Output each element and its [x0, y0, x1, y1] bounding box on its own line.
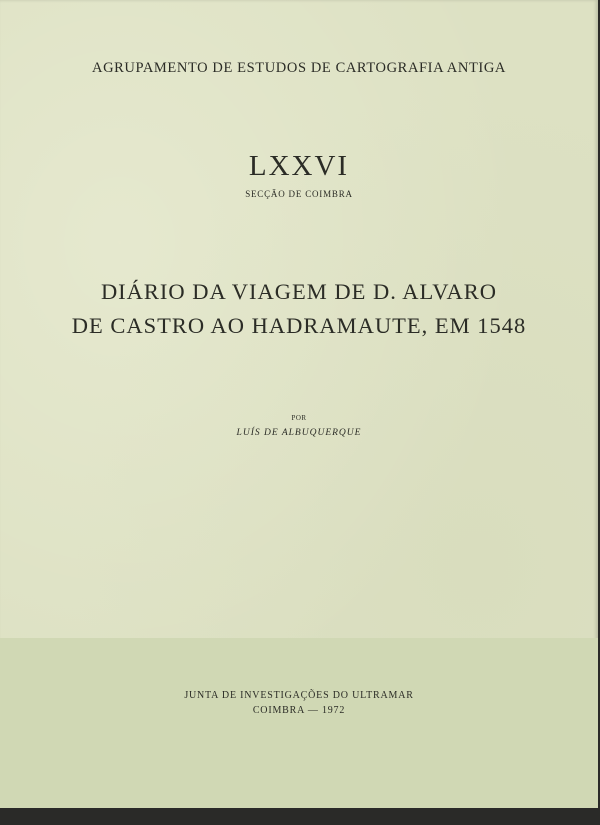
by-label: POR — [291, 414, 307, 422]
title-line-2: DE CASTRO AO HADRAMAUTE, EM 1548 — [71, 313, 527, 338]
publication-place-year: COIMBRA — 1972 — [252, 705, 346, 716]
scan-background-strip — [0, 808, 600, 825]
volume-number: LXXVI — [248, 150, 350, 182]
title-line-1: DIÁRIO DA VIAGEM DE D. ALVARO — [100, 279, 498, 304]
cover-lower-band — [0, 638, 598, 808]
organization-heading: AGRUPAMENTO DE ESTUDOS DE CARTOGRAFIA ANTIGA — [92, 60, 506, 76]
publisher-name: JUNTA DE INVESTIGAÇÕES DO ULTRAMAR — [184, 690, 414, 701]
author-name: LUÍS DE ALBUQUERQUE — [236, 428, 362, 438]
section-label: SECÇÃO DE COIMBRA — [245, 189, 353, 199]
